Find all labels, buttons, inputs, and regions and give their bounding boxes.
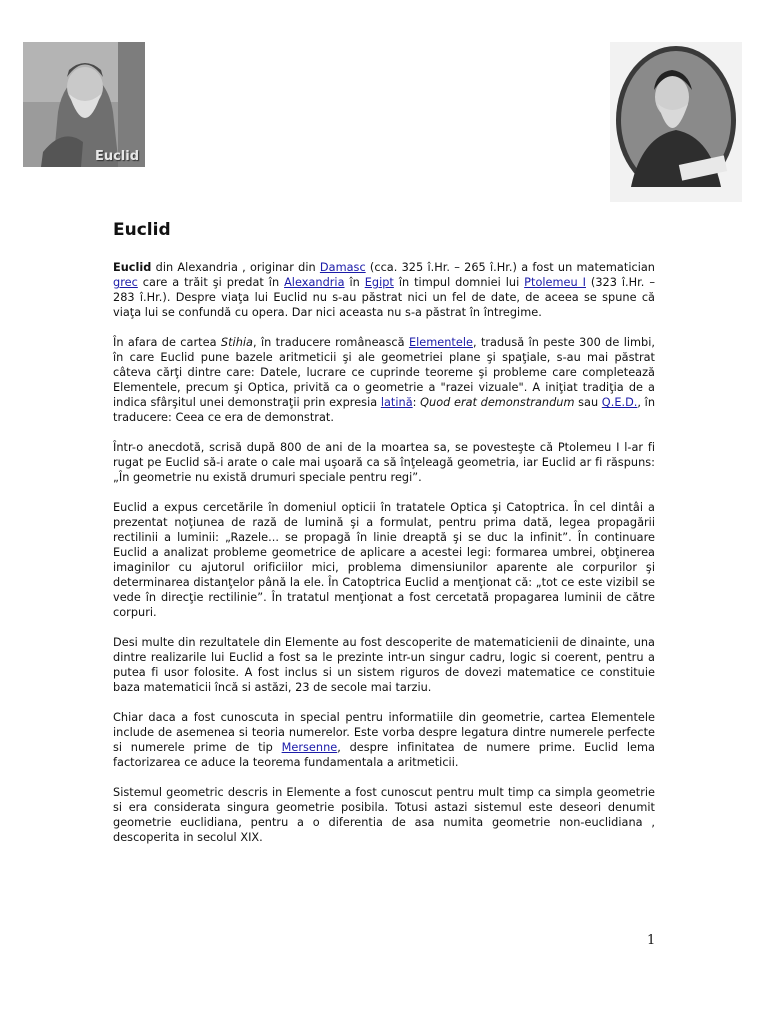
link-qed[interactable]: Q.E.D.: [601, 396, 638, 409]
paragraph-number-theory: [113, 710, 655, 770]
text-run: În afara de cartea: [113, 336, 221, 349]
text-run: , despre infinitatea de numere prime. Euclid lema factorizarea ce aduce la teorema fundamentala a aritmeticii.: [113, 741, 655, 769]
text-run: (323 î.Hr. – 283 î.Hr.). Despre viaţa lui Euclid nu s-au păstrat nici un fel de date, de aceea se spune că viaţa lui se confundă cu opera. Dar nici aceasta nu s-a păstrat în întregime.: [113, 276, 656, 319]
paragraph-geometry-system: Sistemul geometric descris in Elemente a fost cunoscut pentru mult timp ca simpla geometrie si era considerata singura geometrie posibila. Totusi astazi sistemul este deseori denumit geometrie euclidiana, pentru a o diferentia de asa numita geometrie non-euclidiana , descoperita in secolul XIX.: [113, 786, 655, 844]
italic-stihia: Stihia: [220, 336, 253, 349]
paragraph-intro: [113, 260, 655, 320]
link-mersenne[interactable]: Mersenne: [281, 741, 338, 754]
text-run: sau: [574, 396, 602, 409]
page-title: Euclid: [113, 220, 171, 240]
bold-name: Euclid: [113, 261, 152, 274]
article: [113, 219, 655, 860]
paragraph-anecdote: Într-o anecdotă, scrisă după 800 de ani de la moartea sa, se povesteşte că Ptolemeu I l-ar fi rugat pe Euclid să-i arate o cale mai uşoară ca să înţeleagă geometria, iar Euclid ar fi răspuns: „În geometrie nu există drumuri speciale pentru regi”.: [113, 441, 655, 484]
link-egipt[interactable]: Egipt: [364, 276, 394, 289]
paragraph-optics: Euclid a expus cercetările în domeniul opticii în tratatele Optica şi Catoptrica. În cel dintâi a prezentat noţiunea de rază de lumină şi a formulat, pentru prima dată, legea propagării rectilinii a luminii: „Razele... se propagă în linie dreaptă şi se duc la infinit”. În continuare Euclid a analizat probleme geometrice de aplicare a acestei legi: formarea umbrei, obţinerea imaginilor cu ajutorul orificiilor mici, problema dimensiunilor aparente ale corpurilor şi determinarea distanţelor până la ele. În Catoptrica Euclid a menţionat că: „tot ce este vizibil se vede în direcţie rectilinie”. În tratatul menţionat a fost cercetată propagarea luminii de către corpuri.: [113, 501, 655, 619]
link-elementele[interactable]: Elementele: [408, 336, 473, 349]
page-number: 1: [647, 933, 656, 948]
euclid-portrait-left: [23, 42, 145, 167]
portrait-caption: Euclid: [94, 149, 139, 164]
link-grec[interactable]: grec: [113, 276, 138, 289]
link-damasc[interactable]: Damasc: [319, 261, 366, 274]
text-run: (cca. 325 î.Hr. – 265 î.Hr.) a fost un matematician: [365, 261, 655, 274]
italic-qed-latin: Quod erat demonstrandum: [420, 396, 575, 409]
text-run: din Alexandria , originar din: [151, 261, 320, 274]
link-alexandria[interactable]: Alexandria: [284, 276, 345, 289]
text-run: , tradusă în peste 300 de limbi, în care Euclid pune bazele aritmeticii şi ale geometriei plane şi spaţiale, s-au mai păstrat câteva cărţi dintre care: Datele, lucrare ce cuprinde teoreme şi probleme care completează Elementele, precum şi Optica, privită ca o geometrie a "razei vizuale". A iniţiat tradiţia de a indica sfârşitul unei demonstraţii prin expresia: [113, 336, 655, 409]
link-latina[interactable]: latină: [380, 396, 413, 409]
text-run: , în traducere: Ceea ce era de demonstrat.: [113, 396, 656, 424]
euclid-portrait-right: [610, 42, 742, 202]
euclid-portrait-engraving-icon: [610, 42, 742, 202]
text-run: :: [412, 396, 421, 409]
text-run: , în traducere românească: [252, 336, 409, 349]
paragraph-works: [113, 335, 655, 425]
text-run: Chiar daca a fost cunoscuta in special pentru informatiile din geometrie, cartea Elementele include de asemenea si teoria numerelor. Este vorba despre legatura dintre numerele perfecte si numerele prime de tip: [113, 711, 655, 754]
text-run: în: [344, 276, 365, 289]
text-run: în timpul domniei lui: [393, 276, 525, 289]
link-ptolemeu[interactable]: Ptolemeu I: [524, 276, 586, 289]
text-run: care a trăit şi predat în: [137, 276, 285, 289]
paragraph-elements: Desi multe din rezultatele din Elemente au fost descoperite de matematicienii de dinainte, una dintre realizarile lui Euclid a fost sa le prezinte intr-un singur cadru, logic si coerent, pentru a putea fi usor folosite. A fost inclus si un sistem riguros de dovezi matematice ce constituie baza matematicii încă si astăzi, 23 de secole mai tarziu.: [113, 636, 655, 694]
